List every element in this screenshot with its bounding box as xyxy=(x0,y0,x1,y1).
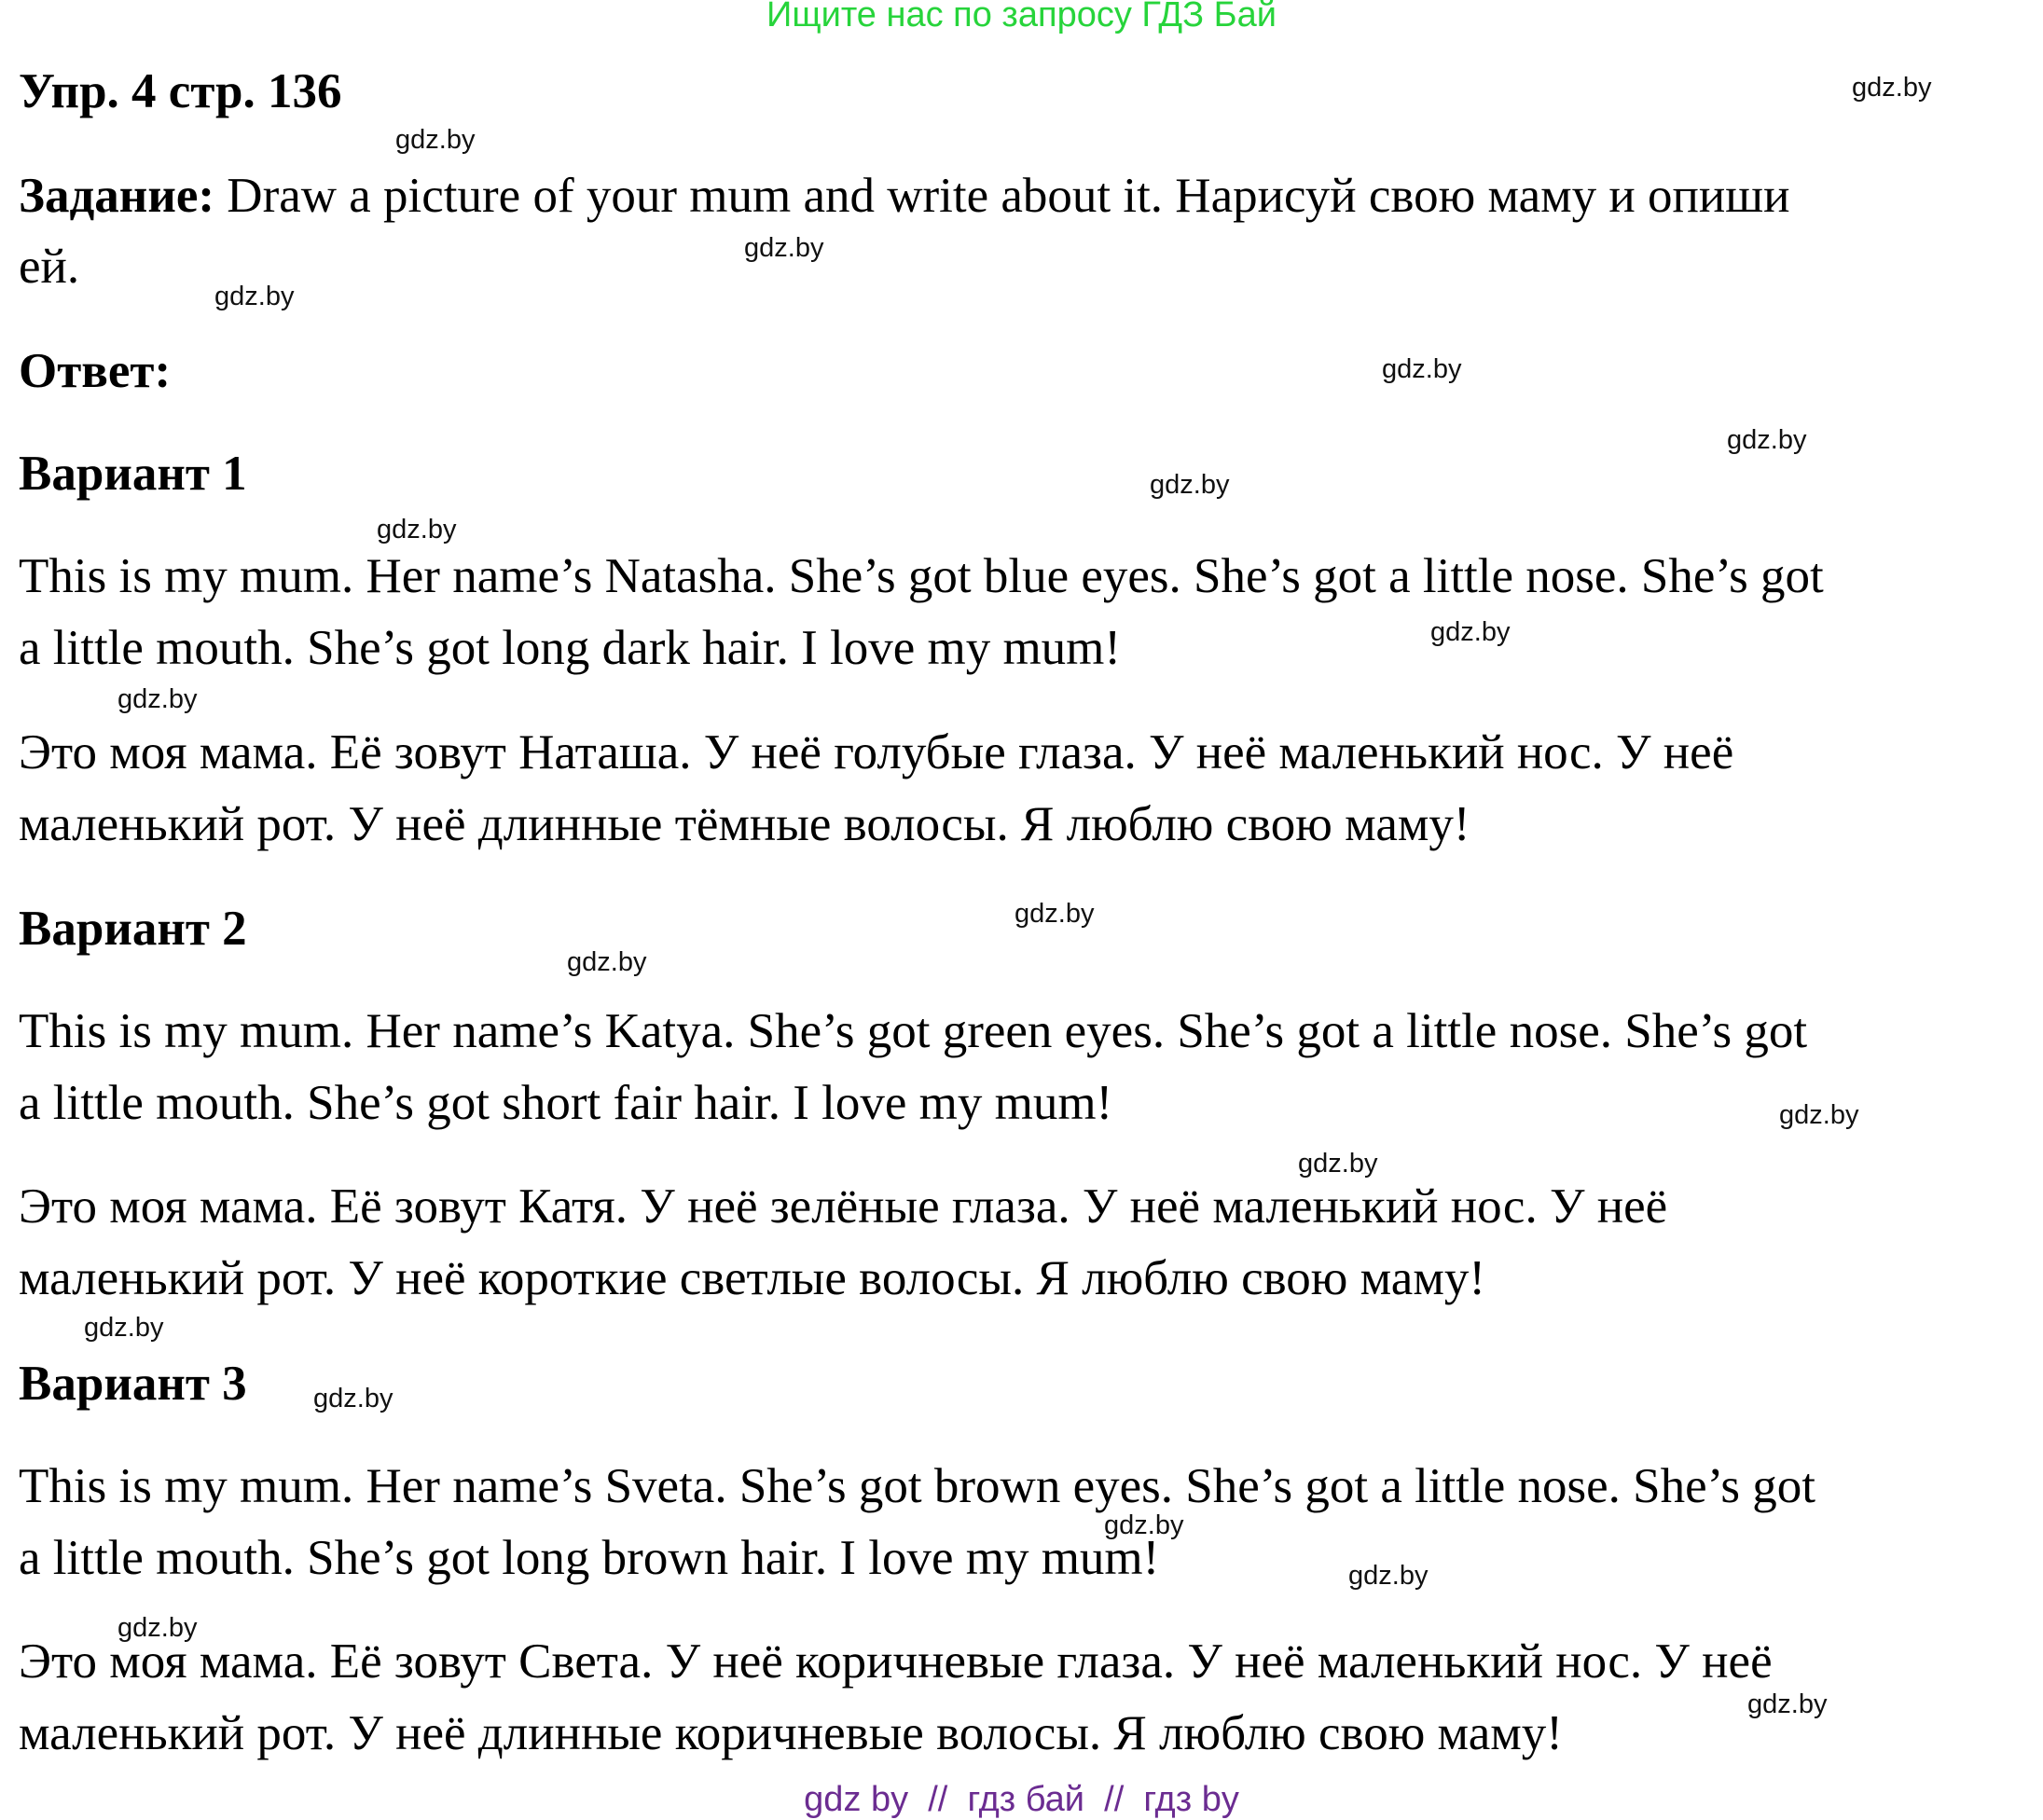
variant-3-ru-line-2: маленький рот. У неё длинные коричневые волосы. Я люблю свою маму! xyxy=(19,1706,1563,1760)
variant-1-heading: Вариант 1 xyxy=(19,447,247,501)
top-banner: Ищите нас по запросу ГДЗ Бай xyxy=(766,0,1277,34)
watermark: gdz.by xyxy=(117,1613,198,1643)
watermark: gdz.by xyxy=(1298,1149,1378,1179)
variant-1-ru-line-2: маленький рот. У неё длинные тёмные волосы. Я люблю свою маму! xyxy=(19,797,1470,851)
watermark: gdz.by xyxy=(313,1384,393,1413)
watermark: gdz.by xyxy=(1348,1561,1429,1591)
watermark: gdz.by xyxy=(1852,73,1932,103)
task-text-1: Draw a picture of your mum and write about it. Нарисуй свою маму и опиши xyxy=(214,169,1790,223)
watermark: gdz.by xyxy=(1727,425,1807,455)
variant-2-heading: Вариант 2 xyxy=(19,902,247,956)
task-line-1 xyxy=(19,168,1789,224)
watermark: gdz.by xyxy=(1104,1510,1184,1540)
watermark: gdz.by xyxy=(567,947,647,977)
watermark: gdz.by xyxy=(744,233,824,263)
task-label: Задание: xyxy=(19,169,215,223)
variant-1-en-line-1: This is my mum. Her name’s Natasha. She’s got blue eyes. She’s got a little nose. She’s got xyxy=(19,549,1824,603)
watermark: gdz.by xyxy=(117,684,198,714)
task-line-2: ей. xyxy=(19,240,80,294)
variant-3-ru-line-1: Это моя мама. Её зовут Света. У неё коричневые глаза. У неё маленький нос. У неё xyxy=(19,1634,1773,1689)
answer-label: Ответ: xyxy=(19,344,172,398)
variant-2-ru-line-1: Это моя мама. Её зовут Катя. У неё зелёные глаза. У неё маленький нос. У неё xyxy=(19,1179,1668,1234)
variant-3-en-line-1: This is my mum. Her name’s Sveta. She’s got brown eyes. She’s got a little nose. She’s got xyxy=(19,1459,1815,1513)
watermark: gdz.by xyxy=(1150,470,1230,500)
variant-3-heading: Вариант 3 xyxy=(19,1357,247,1411)
variant-1-en-line-2: a little mouth. She’s got long dark hair. I love my mum! xyxy=(19,621,1122,675)
variant-2-en-line-1: This is my mum. Her name’s Katya. She’s got green eyes. She’s got a little nose. She’s got xyxy=(19,1004,1808,1058)
watermark: gdz.by xyxy=(377,515,457,545)
watermark: gdz.by xyxy=(395,125,476,155)
watermark: gdz.by xyxy=(214,282,295,311)
watermark: gdz.by xyxy=(1779,1100,1859,1130)
variant-3-en-line-2: a little mouth. She’s got long brown hair. I love my mum! xyxy=(19,1531,1160,1585)
watermark: gdz.by xyxy=(1382,354,1462,384)
footer-links: gdz by // гдз бай // гдз by xyxy=(804,1780,1239,1819)
variant-2-ru-line-2: маленький рот. У неё короткие светлые волосы. Я люблю свою маму! xyxy=(19,1251,1486,1305)
watermark: gdz.by xyxy=(84,1313,164,1343)
watermark: gdz.by xyxy=(1430,617,1511,647)
watermark: gdz.by xyxy=(1015,899,1095,929)
watermark: gdz.by xyxy=(1747,1689,1828,1719)
variant-1-ru-line-1: Это моя мама. Её зовут Наташа. У неё голубые глаза. У неё маленький нос. У неё xyxy=(19,725,1734,779)
variant-2-en-line-2: a little mouth. She’s got short fair hair. I love my mum! xyxy=(19,1076,1113,1130)
exercise-title: Упр. 4 стр. 136 xyxy=(19,64,342,118)
